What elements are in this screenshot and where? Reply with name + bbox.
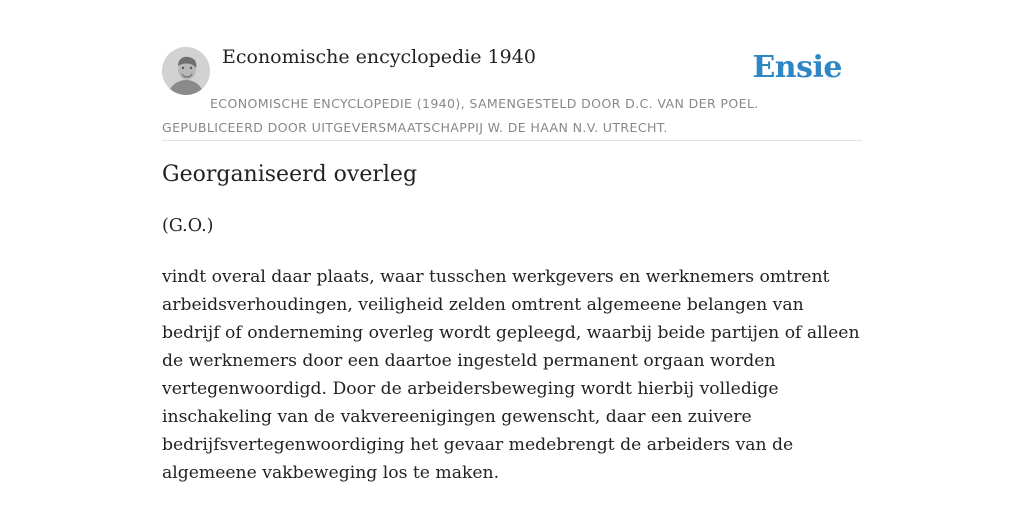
entry-body: vindt overal daar plaats, waar tusschen werkgevers en werknemers omtrent arbeidsverhoudingen, veiligheid zelden omtrent algemeene belangen van bedrijf of onderneming overleg wordt gepleegd, waarbij beide partijen of alleen de werknemers door een daartoe ingesteld permanent orgaan worden vertegenwoordigd. Door de arbeidersbeweging wordt hierbij volledige inschakeling van de vakvereenigingen gewenscht, daar een zuivere bedrijfsvertegenwoordiging het gevaar medebrengt de arbeiders van de algemeene vakbeweging los te maken.	[162, 267, 860, 483]
author-portrait-icon[interactable]	[162, 47, 210, 95]
source-header	[162, 44, 862, 141]
source-description: ECONOMISCHE ENCYCLOPEDIE (1940), SAMENGESTELD DOOR D.C. VAN DER POEL. GEPUBLICEERD DOOR UITGEVERSMAATSCHAPPIJ W. DE HAAN N.V. UTRECHT.	[162, 96, 759, 135]
entry-abbreviation: (G.O.)	[162, 216, 214, 236]
entry-title: Georganiseerd overleg	[162, 162, 418, 187]
source-title[interactable]: Economische encyclopedie 1940	[222, 46, 536, 68]
ensie-logo[interactable]: Ensie	[752, 50, 842, 85]
